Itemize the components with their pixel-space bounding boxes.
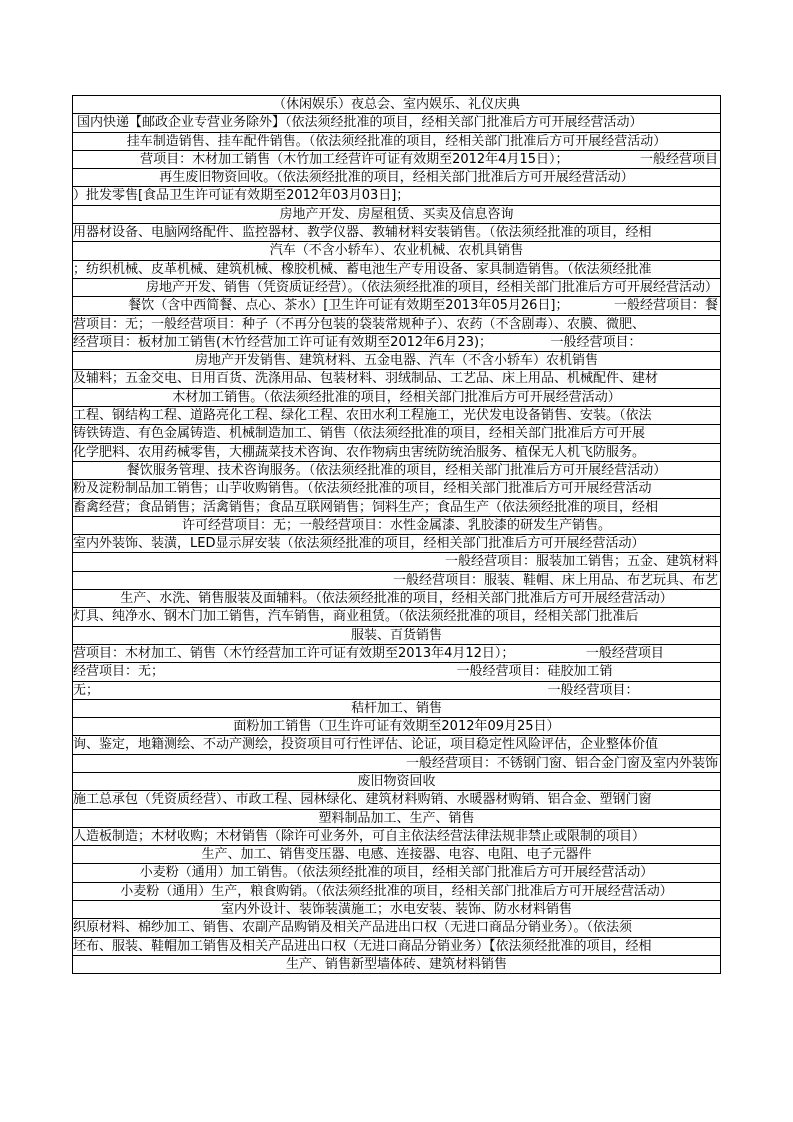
table-row: 用器材设备、电脑网络配件、监控器材、教学仪器、教辅材料安装销售。（依法须经批准的项目，经相 bbox=[72, 224, 721, 242]
table-row: 木材加工销售。（依法须经批准的项目，经相关部门批准后方可开展经营活动） bbox=[72, 389, 721, 407]
table-row: 经营项目：无； 一般经营项目：硅胶加工销 bbox=[72, 663, 721, 681]
table-row: 国内快递【邮政企业专营业务除外】（依法须经批准的项目，经相关部门批准后方可开展经营活动） bbox=[72, 114, 721, 132]
table-row: 小麦粉（通用）加工销售。（依法须经批准的项目，经相关部门批准后方可开展经营活动） bbox=[72, 864, 721, 882]
table-row: 无； 一般经营项目： bbox=[72, 682, 721, 700]
table-row: 室内外装饰、装潢，LED显示屏安装（依法须经批准的项目，经相关部门批准后方可开展经营活动） bbox=[72, 535, 721, 553]
table-row: 畜禽经营；食品销售；活禽销售；食品互联网销售；饲料生产；食品生产（依法须经批准的项目，经相 bbox=[72, 499, 721, 517]
table-row: 工程、钢结构工程、道路亮化工程、绿化工程、农田水利工程施工，光伏发电设备销售、安装。（依法 bbox=[72, 407, 721, 425]
table-row: 房地产开发、房屋租赁、买卖及信息咨询 bbox=[72, 206, 721, 224]
table-row: 织原材料、棉纱加工、销售、农副产品购销及相关产品进出口权（无进口商品分销业务）。（依法须 bbox=[72, 919, 721, 937]
table-row: 一般经营项目：服装、鞋帽、床上用品、布艺玩具、布艺 bbox=[72, 572, 721, 590]
table-row: 人造板制造；木材收购；木材销售（除许可业务外，可自主依法经营法律法规非禁止或限制的项目） bbox=[72, 828, 721, 846]
table-row: 许可经营项目：无；一般经营项目：水性金属漆、乳胶漆的研发生产销售。 bbox=[72, 517, 721, 535]
table-row: 餐饮服务管理、技术咨询服务。（依法须经批准的项目，经相关部门批准后方可开展经营活动） bbox=[72, 462, 721, 480]
table-row: 再生废旧物资回收。（依法须经批准的项目，经相关部门批准后方可开展经营活动） bbox=[72, 169, 721, 187]
table-row: 询、鉴定，地籍测绘、不动产测绘，投资项目可行性评估、论证，项目稳定性风险评估，企业整体价值 bbox=[72, 736, 721, 754]
table-row: 汽车（不含小轿车）、农业机械、农机具销售 bbox=[72, 242, 721, 260]
table-row: 生产、销售新型墙体砖、建筑材料销售 bbox=[72, 956, 721, 974]
business-scope-table bbox=[72, 95, 721, 974]
table-row: 坯布、服装、鞋帽加工销售及相关产品进出口权（无进口商品分销业务）【依法须经批准的项目，经相 bbox=[72, 938, 721, 956]
table-row: 施工总承包（凭资质经营）、市政工程、园林绿化、建筑材料购销、水暖器材购销、铝合金、塑钢门窗 bbox=[72, 791, 721, 809]
table-row: ）批发零售[食品卫生许可证有效期至2012年03月03日]； bbox=[72, 187, 721, 205]
table-row: 废旧物资回收 bbox=[72, 773, 721, 791]
table-row: 一般经营项目：服装加工销售；五金、建筑材料 bbox=[72, 553, 721, 571]
table-row: 营项目：无；一般经营项目：种子（不再分包装的袋装常规种子）、农药（不含剧毒）、农膜、微肥、 bbox=[72, 316, 721, 334]
table-row: （休闲娱乐）夜总会、室内娱乐、礼仪庆典 bbox=[72, 96, 721, 114]
table-row: 生产、水洗、销售服装及面辅料。（依法须经批准的项目，经相关部门批准后方可开展经营活动） bbox=[72, 590, 721, 608]
table-row: 房地产开发、销售（凭资质证经营）。（依法须经批准的项目，经相关部门批准后方可开展经营活动） bbox=[72, 279, 721, 297]
table-row: 面粉加工销售（卫生许可证有效期至2012年09月25日） bbox=[72, 718, 721, 736]
table-row: 房地产开发销售、建筑材料、五金电器、汽车（不含小轿车）农机销售 bbox=[72, 352, 721, 370]
table-row: 服装、百货销售 bbox=[72, 627, 721, 645]
table-row: 灯具、纯净水、钢木门加工销售，汽车销售，商业租赁。（依法须经批准的项目，经相关部门批准后 bbox=[72, 608, 721, 626]
table-row: 餐饮（含中西简餐、点心、茶水）[卫生许可证有效期至2013年05月26日]； 一般经营项目：餐 bbox=[72, 297, 721, 315]
table-row: 粉及淀粉制品加工销售；山芋收购销售。（依法须经批准的项目，经相关部门批准后方可开展经营活动 bbox=[72, 480, 721, 498]
table-row: 营项目：木材加工销售（木竹加工经营许可证有效期至2012年4月15日）； 一般经营项目 bbox=[72, 151, 721, 169]
table-row: 挂车制造销售、挂车配件销售。（依法须经批准的项目，经相关部门批准后方可开展经营活动） bbox=[72, 133, 721, 151]
table-row: 及辅料；五金交电、日用百货、洗涤用品、包装材料、羽绒制品、工艺品、床上用品、机械配件、建材 bbox=[72, 370, 721, 388]
table-row: 秸杆加工、销售 bbox=[72, 700, 721, 718]
table-row: 生产、加工、销售变压器、电感、连接器、电容、电阻、电子元器件 bbox=[72, 846, 721, 864]
table-row: ；纺织机械、皮革机械、建筑机械、橡胶机械、蓄电池生产专用设备、家具制造销售。（依法须经批准 bbox=[72, 261, 721, 279]
table-row: 一般经营项目：不锈钢门窗、铝合金门窗及室内外装饰 bbox=[72, 755, 721, 773]
table-row: 经营项目：板材加工销售(木竹经营加工许可证有效期至2012年6月23)； 一般经营项目： bbox=[72, 334, 721, 352]
table-row: 化学肥料、农用药械零售，大棚蔬菜技术咨询、农作物病虫害统防统治服务、植保无人机飞防服务。 bbox=[72, 444, 721, 462]
table-row: 小麦粉（通用）生产，粮食购销。（依法须经批准的项目，经相关部门批准后方可开展经营活动） bbox=[72, 883, 721, 901]
table-row: 室内外设计、装饰装潢施工；水电安装、装饰、防水材料销售 bbox=[72, 901, 721, 919]
table-row: 铸铁铸造、有色金属铸造、机械制造加工、销售（依法须经批准的项目，经相关部门批准后方可开展 bbox=[72, 425, 721, 443]
table-row: 营项目：木材加工、销售（木竹经营加工许可证有效期至2013年4月12日）； 一般经营项目 bbox=[72, 645, 721, 663]
table-row: 塑料制品加工、生产、销售 bbox=[72, 810, 721, 828]
